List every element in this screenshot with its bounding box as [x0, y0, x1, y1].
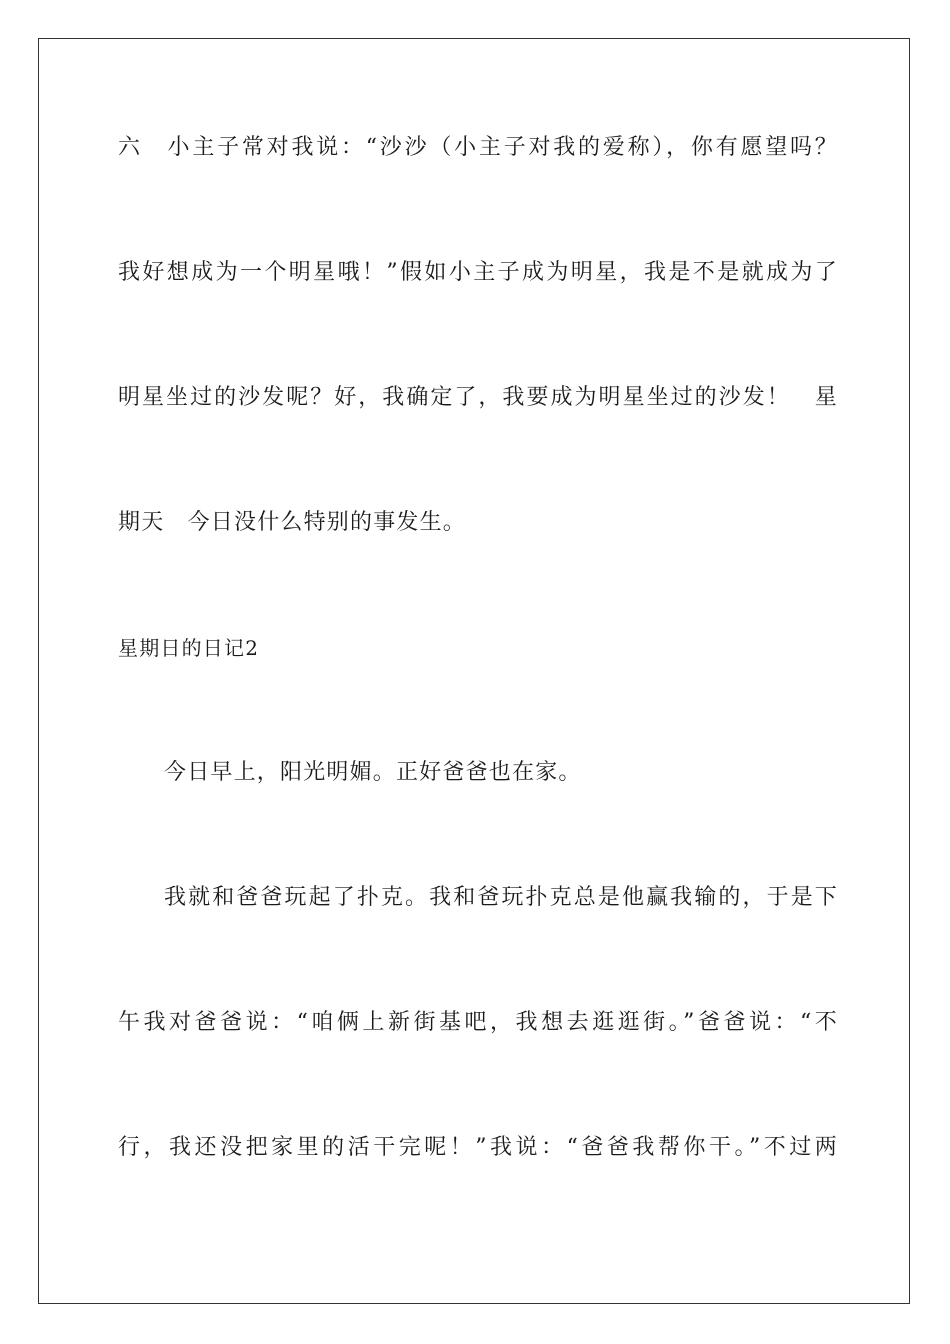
text-line-2: 我好想成为一个明星哦！”假如小主子成为明星，我是不是就成为了	[118, 260, 838, 285]
text-line-1: 六 小主子常对我说：“沙沙（小主子对我的爱称），你有愿望吗？	[118, 135, 838, 160]
section-title: 星期日的日记2	[118, 636, 260, 660]
page-frame	[38, 38, 910, 1304]
text-line-4: 期天 今日没什么特别的事发生。	[118, 510, 467, 535]
section-line-2: 我就和爸爸玩起了扑克。我和爸玩扑克总是他赢我输的，于是下	[164, 885, 838, 910]
section-line-3: 午我对爸爸说：“咱俩上新街基吧，我想去逛逛街。”爸爸说：“不	[118, 1010, 838, 1035]
section-line-1: 今日早上，阳光明媚。正好爸爸也在家。	[164, 760, 582, 785]
text-line-3: 明星坐过的沙发呢？好，我确定了，我要成为明星坐过的沙发！ 星	[118, 385, 838, 410]
section-line-4: 行，我还没把家里的活干完呢！”我说：“爸爸我帮你干。”不过两	[118, 1135, 838, 1160]
